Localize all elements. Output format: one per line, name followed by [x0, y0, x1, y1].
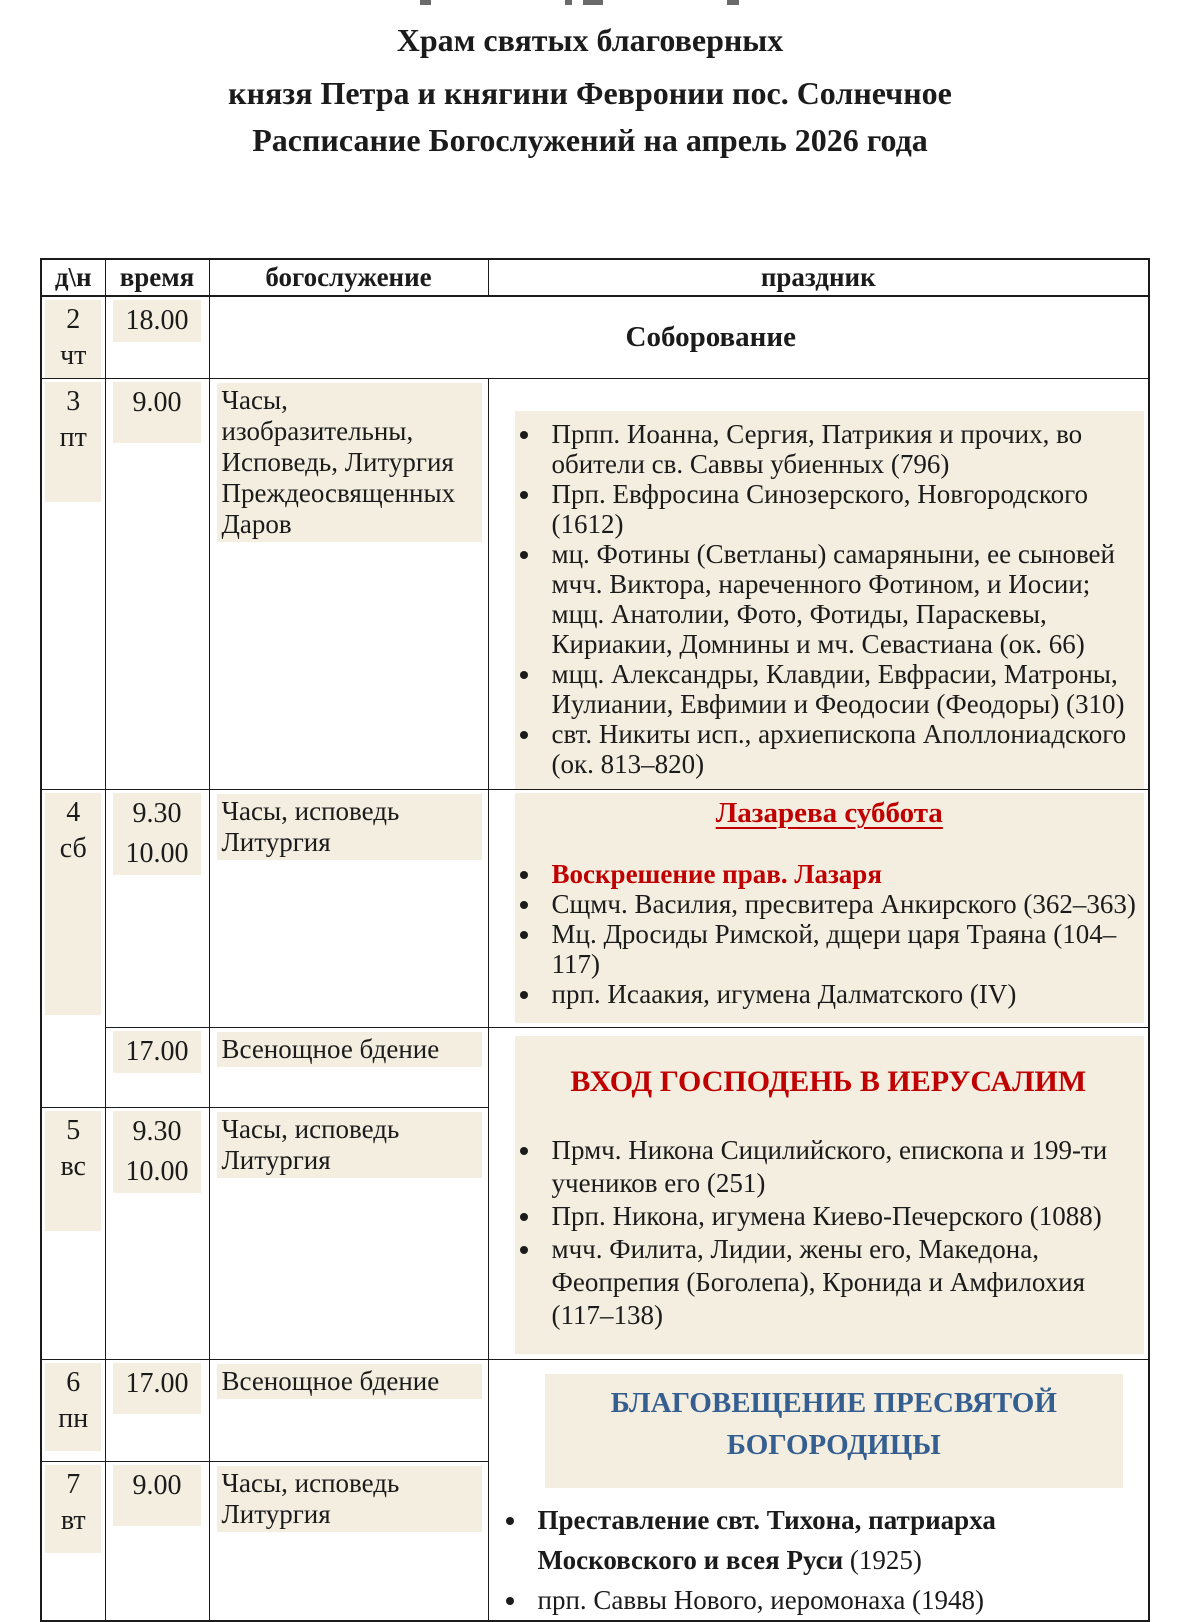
time-value: 17.00 [113, 1031, 201, 1073]
saint-item: • мцц. Александры, Клавдии, Евфрасии, Матроны, Иулиании, Евфимии и Феодосии (Феодоры) (310) [543, 659, 1137, 719]
saint-item: • Сщмч. Василия, пресвитера Анкирского (362–363) [543, 889, 1137, 919]
service-text: Часы, изобразительны, Исповедь, Литургия Преждеосвященных Даров [217, 383, 482, 542]
day-cell [41, 1461, 105, 1621]
saint-item: • свт. Никиты исп., архиепископа Аполлониадского (ок. 813–820) [543, 719, 1137, 779]
time-cell [105, 790, 209, 1028]
saints-list [523, 1134, 1135, 1332]
row-apr4-evening [41, 1028, 1149, 1108]
day-value: 2 чт [45, 300, 101, 378]
feast-cell-palm-sunday [488, 1028, 1149, 1360]
service-text: Часы, исповедь Литургия [217, 1112, 482, 1178]
saint-item: • Преставление свт. Тихона, патриарха Московского и всея Руси (1925) [529, 1500, 1149, 1580]
cutoff-text-fragment [420, 0, 431, 5]
saint-item: • мц. Фотины (Светланы) самаряныни, ее сыновей мчч. Виктора, нареченного Фотином, и Иосии; мцц. Анатолии, Фото, Фотиды, Параскевы, Кириакии, Домнины и мч. Севастиана (ок. 66) [543, 539, 1137, 659]
feast-cell [488, 790, 1149, 1028]
feast-title-annunciation-line2: БОГОРОДИЦЫ [726, 1429, 941, 1461]
saints-list [523, 419, 1137, 779]
time-value: 9.00 [113, 382, 201, 443]
cutoff-text-fragment [565, 0, 572, 5]
time-value: 9.30 10.00 [113, 793, 201, 875]
saint-item: • прп. Исаакия, игумена Далматского (IV) [543, 979, 1137, 1009]
saint-item: • Прмч. Никона Сицилийского, епископа и 199-ти учеников его (251) [543, 1134, 1135, 1200]
time-value: 17.00 [113, 1363, 201, 1414]
time-cell [105, 1108, 209, 1360]
time-cell [105, 379, 209, 790]
row-apr4-morning [41, 790, 1149, 1028]
day-cell [41, 1360, 105, 1462]
feast-block [515, 793, 1145, 1023]
document-title [0, 0, 1180, 162]
header-time: время [105, 259, 209, 296]
header-day: д\н [41, 259, 105, 296]
header-service: богослужение [209, 259, 488, 296]
saint-item: • Мц. Дросиды Римской, дщери царя Траяна (104–117) [543, 919, 1137, 979]
row-apr2 [41, 296, 1149, 379]
header-feast: праздник [488, 259, 1149, 296]
service-cell [209, 1461, 488, 1621]
saints-list [523, 859, 1137, 1009]
time-cell [105, 1461, 209, 1621]
feast-cell [488, 379, 1149, 790]
day-value: 7 вт [45, 1465, 101, 1553]
row-apr3 [41, 379, 1149, 790]
service-cell [209, 379, 488, 790]
feast-title-block [545, 1374, 1124, 1488]
service-cell [209, 1028, 488, 1108]
day-value: 4 сб [45, 793, 101, 1015]
day-value: 5 вс [45, 1111, 101, 1231]
time-value: 9.30 10.00 [113, 1111, 201, 1193]
service-cell [209, 1108, 488, 1360]
feast-block [515, 1036, 1145, 1354]
saint-item: • Прп. Никона, игумена Киево-Печерского (1088) [543, 1200, 1135, 1233]
title-line-1: Храм святых благоверных [396, 22, 784, 58]
service-text: Часы, исповедь Литургия [217, 794, 482, 860]
saint-item: • Прпп. Иоанна, Сергия, Патрикия и прочих, во обители св. Саввы убиенных (796) [543, 419, 1137, 479]
day-cell [41, 296, 105, 379]
feast-title-palm-sunday: ВХОД ГОСПОДЕНЬ В ИЕРУСАЛИМ [570, 1065, 1087, 1098]
time-cell [105, 296, 209, 379]
service-cell [209, 790, 488, 1028]
saint-item: • Прп. Евфросина Синозерского, Новгородского (1612) [543, 479, 1137, 539]
service-cell [209, 1360, 488, 1462]
feast-cell-annunciation [488, 1360, 1149, 1622]
day-cell [41, 790, 105, 1108]
saint-item: • прп. Саввы Нового, иеромонаха (1948) [529, 1580, 1149, 1620]
day-cell [41, 379, 105, 790]
merged-service-feast-cell: Соборование [209, 296, 1149, 379]
feast-title-lazareva: Лазарева суббота [715, 797, 943, 829]
time-value: 9.00 [113, 1465, 201, 1526]
service-text: Всенощное бдение [217, 1032, 482, 1067]
schedule-table [40, 258, 1150, 1622]
time-cell [105, 1360, 209, 1462]
day-value: 3 пт [45, 382, 101, 502]
saints-list-block [515, 411, 1145, 789]
time-value: 18.00 [113, 300, 201, 342]
saint-item: • мчч. Филита, Лидии, жены его, Македона, Феопрепия (Боголепа), Кронида и Амфилохия (117–138) [543, 1233, 1135, 1332]
row-apr6 [41, 1360, 1149, 1462]
saints-list [509, 1500, 1149, 1620]
title-line-3: Расписание Богослужений на апрель 2026 года [252, 122, 928, 158]
title-line-2: князя Петра и княгини Февронии пос. Солнечное [228, 75, 952, 111]
cutoff-text-fragment [727, 0, 739, 5]
time-cell [105, 1028, 209, 1108]
day-value: 6 пн [45, 1363, 101, 1451]
service-text: Всенощное бдение [217, 1364, 482, 1399]
service-text: Часы, исповедь Литургия [217, 1466, 482, 1532]
feast-title-annunciation-line1: БЛАГОВЕЩЕНИЕ ПРЕСВЯТОЙ [610, 1387, 1057, 1419]
saint-item-highlight: • Воскрешение прав. Лазаря [543, 859, 1137, 889]
cutoff-text-fragment [583, 0, 603, 5]
header-row [41, 259, 1149, 296]
day-cell [41, 1108, 105, 1360]
